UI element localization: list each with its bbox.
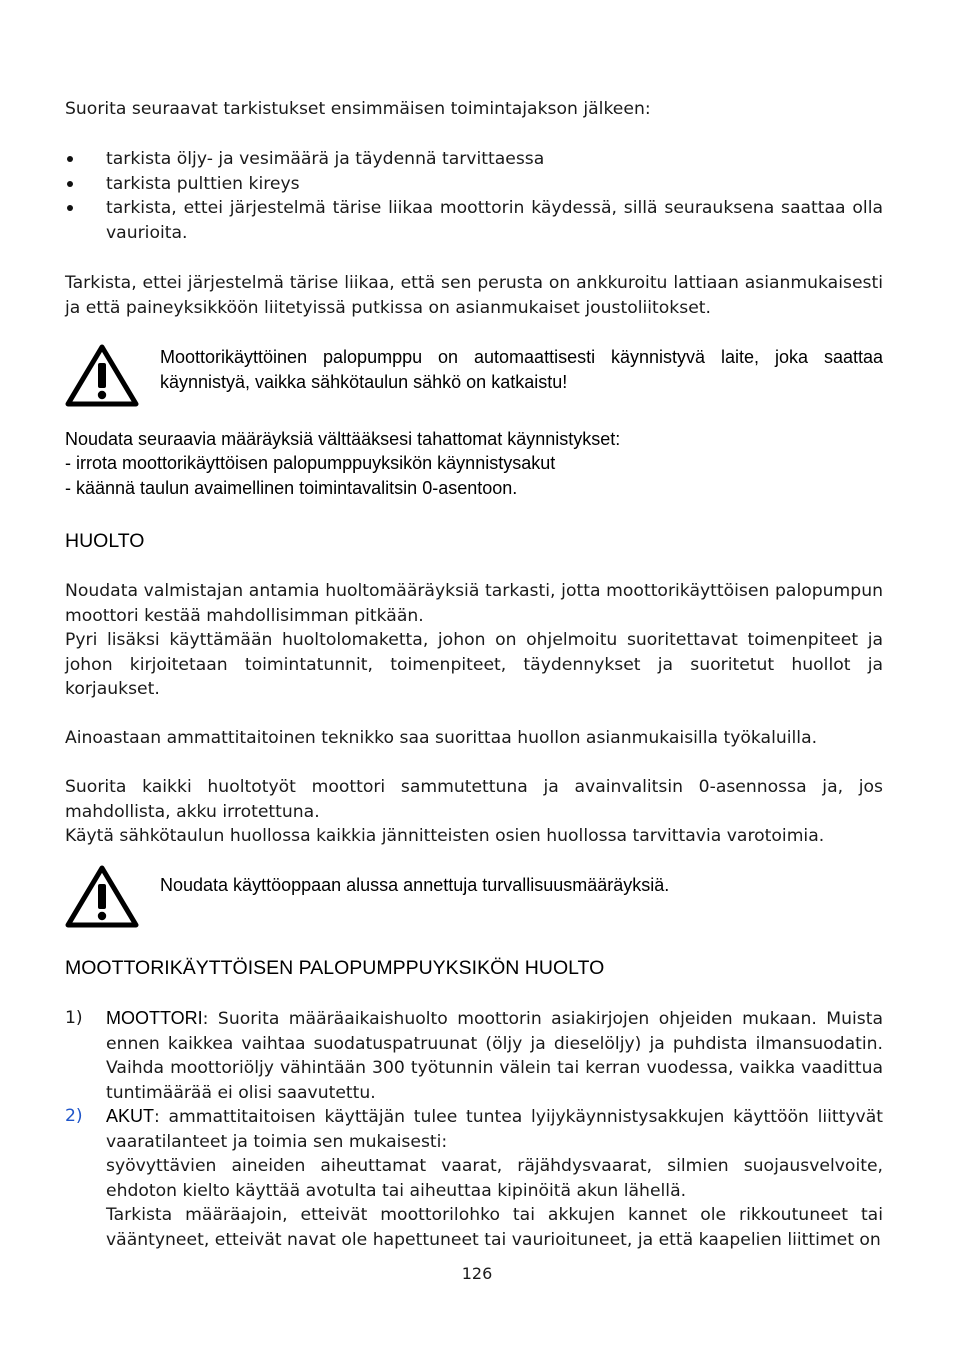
vibration-paragraph: Tarkista, ettei järjestelmä tärise liikaa, että sen perusta on ankkuroitu lattiaan asianmukaisesti ja että paineyksikköön liitetyissä putkissa on asianmukaiset joustoliitokset. [65, 273, 883, 318]
huolto-paragraph-3: Ainoastaan ammattitaitoinen teknikko saa suorittaa huollon asianmukaisilla työkaluilla. [65, 728, 818, 748]
bullet-icon [67, 205, 73, 211]
huolto-paragraph-2: Pyri lisäksi käyttämään huoltolomaketta, johon on ohjelmoitu suoritettavat toimenpiteet ja johon kirjoitetaan toimintatunnit, toimenpiteet, täydennykset ja suoritetut huollot ja korjaukset. [65, 630, 883, 699]
item-text [106, 1104, 883, 1154]
list-item-text: tarkista öljy- ja vesimäärä ja täydennä tarvittaessa [106, 149, 545, 169]
item-description: : Suorita määräaikaishuolto moottorin asiakirjojen ohjeiden mukaan. Muista ennen kaikkea vaihtaa suodatuspatruunat (öljy ja dieselöljy) ja puhdista ilmansuodatin. Vaihda moottoriöljy vähintään 300 työtunnin välein tai kerran vuodessa, vaikka vaadittua tuntimäärää ei olisi saavutettu. [106, 1009, 883, 1103]
huolto-paragraph-1: Noudata valmistajan antamia huoltomääräyksiä tarkasti, jotta moottorikäyttöisen palopumpun moottori kestää mahdollisimman pitkään. [65, 581, 883, 626]
page-number: 126 [461, 1264, 493, 1283]
item-number: 2) [65, 1106, 83, 1126]
item-keyword: MOOTTORI [106, 1008, 203, 1028]
numbered-item-batteries [65, 1104, 883, 1252]
item-text [106, 1006, 883, 1105]
section-heading-unit-maintenance: MOOTTORIKÄYTTÖISEN PALOPUMPPUYKSIKÖN HUOLTO [65, 957, 605, 979]
regulations-line-3: - käännä taulun avaimellinen toimintavalitsin 0-asentoon. [65, 478, 518, 498]
huolto-paragraph-5: Käytä sähkötaulun huollossa kaikkia jännitteisten osien huollossa tarvittavia varotoimia. [65, 826, 825, 846]
item-text-inspection: Tarkista määräajoin, etteivät moottorilohko tai akkujen kannet ole rikkoutuneet tai vääntyneet, etteivät navat ole hapettuneet tai vaurioituneet, ja että kaapelien liittimet on [106, 1205, 883, 1250]
list-item-text: tarkista, ettei järjestelmä tärise liikaa moottorin käydessä, sillä seurauksena saattaa olla vaurioita. [106, 198, 883, 243]
warning-autostart-text: Moottorikäyttöinen palopumppu on automaattisesti käynnistyvä laite, joka saattaa käynnistyä, vaikka sähkötaulun sähkö on katkaistu! [160, 347, 883, 392]
item-description: : ammattitaitoisen käyttäjän tulee tuntea lyijykäynnistysakkujen käyttöön liittyvät vaaratilanteet ja toimia sen mukaisesti: [106, 1107, 883, 1152]
item-keyword: AKUT [106, 1106, 155, 1126]
list-item [65, 172, 883, 197]
check-list [65, 147, 883, 245]
section-heading-huolto: HUOLTO [65, 530, 145, 552]
list-item-text: tarkista pulttien kireys [106, 173, 300, 194]
huolto-paragraph-4: Suorita kaikki huoltotyöt moottori sammutettuna ja avainvalitsin 0-asennossa ja, jos mahdollista, akku irrotettuna. [65, 777, 883, 822]
bullet-icon [67, 181, 73, 187]
intro-paragraph: Suorita seuraavat tarkistukset ensimmäisen toimintajakson jälkeen: [65, 99, 651, 119]
list-item [65, 196, 883, 245]
regulations-line-2: - irrota moottorikäyttöisen palopumppuyksikön käynnistysakut [65, 453, 556, 473]
list-item [65, 147, 883, 172]
item-text-hazards: syövyttävien aineiden aiheuttamat vaarat, räjähdysvaarat, silmien suojausvelvoite, ehdoton kielto käyttää avotulta tai aiheuttaa kipinöitä akun lähellä. [106, 1156, 883, 1201]
bullet-icon [67, 156, 73, 162]
item-number: 1) [65, 1008, 83, 1028]
regulations-line-1: Noudata seuraavia määräyksiä välttääksesi tahattomat käynnistykset: [65, 429, 621, 449]
warning-safety-text: Noudata käyttöoppaan alussa annettuja turvallisuusmääräyksiä. [160, 875, 670, 895]
numbered-item-engine [65, 1006, 883, 1105]
warning-triangle-icon [65, 864, 139, 928]
warning-triangle-icon [65, 343, 139, 407]
